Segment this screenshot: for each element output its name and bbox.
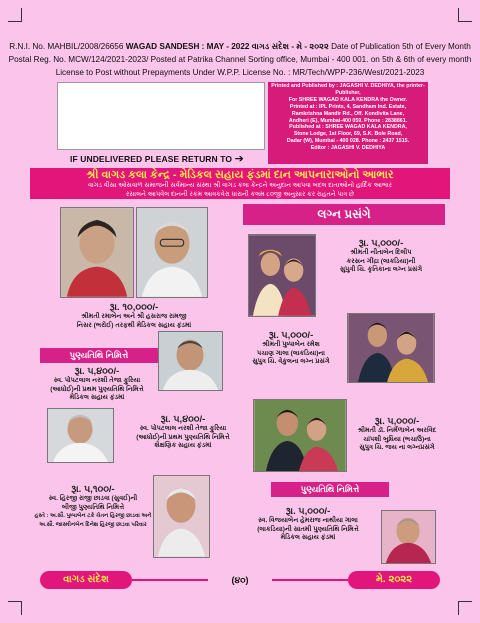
donation-caption-6: રૂા. ૫,૦૦૦/- શ્રીમતી પુષ્પાબેન રમેશ પચાણ ગાલા (લાકડિયા)ના સુપુત્ર ચિ. વેકુલના લગ્ન પ્રસંગે (236, 330, 346, 367)
return-notice: IF UNDELIVERED PLEASE RETURN TO ➔ (70, 153, 244, 165)
banner-title: શ્રી વાગડ કલા કેન્દ્ર - મેડિકલ સહાય ફંડમાં દાન આપનારાઓનો આભાર (86, 169, 394, 181)
donor-photo-man (136, 207, 208, 298)
memorial-photo-2 (47, 408, 114, 463)
donation-amount: રૂા. ૫,૧૦૦/- (71, 484, 115, 495)
donation-amount: રૂા. ૫,૦૦૦/- (358, 238, 404, 249)
printer-line: Ramkrishna Mandir Rd., Off. Kondivita Lane, (291, 110, 405, 117)
donation-caption-4: રૂા. ૫,૧૦૦/- સ્વ. હિરજી રાજી છાડવા (સુવઈ)ની બીજી પુણ્યતિથિ નિમિત્તે હસ્તે : અ.સૌ. પુષ્પાબેન ટકે ચેતન હિરજી છાડવા અને અ.સૌ. જાસ્મીનબેન દિનેશ હિરજી છાડવા પરિવાર (34, 484, 152, 528)
donation-caption-8: રૂા. ૫,૦૦૦/- સ્વ. વિજયાબેન હેમરાજ નાથીયા ગાલા (લાકડિયા)ની સાતમી પુણ્યતિથિ નિમિત્તે મેડિકલ સહાય ફંડમાં (236, 506, 380, 543)
header-line-1: R.N.I. No. MAHBIL/2008/26656 WAGAD SANDESH : MAY - 2022 વાગડ સંદેશ - મે - ૨૦૨૨ Date of Publication 5th of Every Month (9, 42, 471, 51)
thanks-banner (30, 168, 450, 199)
donation-amount: રૂા. ૫,૦૦૦/- (374, 416, 420, 427)
header-line-3: License to Post without Prepayments Under W.P.P. License No. : MR/Tech/WPP-236/West/2021-2023 (55, 68, 425, 77)
donation-amount: રૂા. ૧૦,૦૦૦/- (109, 302, 159, 313)
memorial-photo-1 (158, 331, 223, 391)
printer-line: Stone Lodge, 1st Floor, 69, S.K. Bole Road, (293, 131, 403, 138)
crop-mark-top-right (458, 8, 472, 22)
wedding-photo-2 (347, 313, 435, 383)
crop-mark-bottom-left (8, 601, 22, 615)
crop-mark-top-left (8, 8, 22, 22)
publication-header (0, 40, 480, 79)
donor-photo-woman (60, 207, 134, 298)
banner-subtitle-2: રસાલને આપવેલ દાનની રકમ આવકવેરા ધારાની કલમ ૮૦જી અનુસાર કર રાહતને પાત્ર છે (125, 190, 355, 198)
donation-amount: રૂા. ૫,૦૦૦/- (268, 330, 314, 341)
printer-publisher-box (268, 82, 428, 164)
donation-amount: રૂા. ૫,૪૦૦/- (160, 414, 206, 425)
donation-amount: રૂા. ૫,૦૦૦/- (285, 506, 331, 517)
footer-issue-date: મે. ૨૦૨૨ (348, 571, 440, 589)
memorial-photo-3 (153, 475, 210, 558)
donation-amount: રૂા. ૫,૪૦૦/- (74, 366, 120, 377)
printer-line: Printed at : IPL Prints, 4, Sandham Ind. Estate, (289, 103, 407, 110)
donation-caption-3: રૂા. ૫,૪૦૦/- સ્વ. પોપટલાલ નરશી તેજા ફુરિયા (આધોઈ)ની પ્રથમ પુણ્યતિથિ નિમિત્તે શૈક્ષણિક સહાય ફંડમાં (118, 414, 248, 451)
printer-line: Printed and Published by : JAGASHI V. DEDHIYA, the printer-Publisher, (271, 83, 425, 96)
donation-caption-7: રૂા. ૫,૦૦૦/- શ્રીમતી ડૉ. નિર્મળાબેન અરવિંદ ચાંપશી બુધિયા (ભચાઉ)ના સુપુત્ર ચિ. જય ના લગ્નપ્રસંગે (347, 416, 447, 453)
printer-line: Dadar (W), Mumbai - 400 028. Phone : 2437 1515. (286, 138, 410, 145)
donation-caption-5: રૂા. ૫,૦૦૦/- શ્રીમતી નીતાબેન દિલીપ કરસન ગીંદ્રા (લાકડિયા)ની સુપુત્રી ચિ. કૃતિકાના લગ્ન પ્રસંગે (318, 238, 444, 275)
donation-caption-1: રૂા. ૧૦,૦૦૦/- શ્રીમતી રમાબેન અને શ્રી હસરાજ રામજી નિસર (ભરોઈ) તરફથી મેડિકલ સહાય ફંડમાં (50, 302, 218, 330)
punyatithi-section-ribbon-2: પુણ્યતિથિ નિમિત્તે (271, 482, 389, 497)
donation-caption-2: રૂા. ૫,૪૦૦/- સ્વ. પોપટલાલ નરશી તેજા ફુરિયા (આધોઈ)ની પ્રથમ પુણ્યતિથિ નિમિત્તે મેડિકલ સહાય ફંડમાં (36, 366, 158, 403)
footer-magazine-name: વાગડ સંદેશ (40, 571, 132, 589)
page-number: (૪૦) (208, 571, 272, 589)
punyatithi-section-ribbon: પુણ્યતિથિ નિમિત્તે (40, 348, 158, 363)
printer-line: Published at : SHREE WAGAD KALA KENDRA, (289, 124, 407, 131)
arrow-right-icon: ➔ (234, 153, 244, 165)
crop-mark-bottom-right (458, 601, 472, 615)
wedding-photo-3 (253, 399, 347, 472)
memorial-photo-4 (381, 510, 436, 564)
wedding-section-ribbon: લગ્ન પ્રસંગે (243, 204, 445, 225)
page-footer (40, 571, 440, 589)
printer-line: Editor : JAGASHI V. DEDHIYA (310, 145, 386, 152)
wedding-photo-1 (248, 234, 316, 317)
printer-line: Andheri (E), Mumbai-400 059. Phone : 2838861. (288, 117, 408, 124)
header-line-2: Postal Reg. No. MCW/124/2021-2023/ Posted at Patrika Channel Sorting office, Mumbai - 400 001. on 5th & 6th of every month (8, 55, 472, 64)
printer-line: For SHREE WAGAD KALA KENDRA the Owner. (288, 96, 408, 103)
banner-subtitle-1: વાગડ વીસા ઓસવાળ સમાજની સર્વમાન્ય સંસ્થા શ્રી વાગડ કલા કેન્દ્રને અનુદાન આપવા બદલ દાતાઓનો હાર્દિક આભાર (87, 182, 393, 189)
address-box (57, 82, 265, 150)
